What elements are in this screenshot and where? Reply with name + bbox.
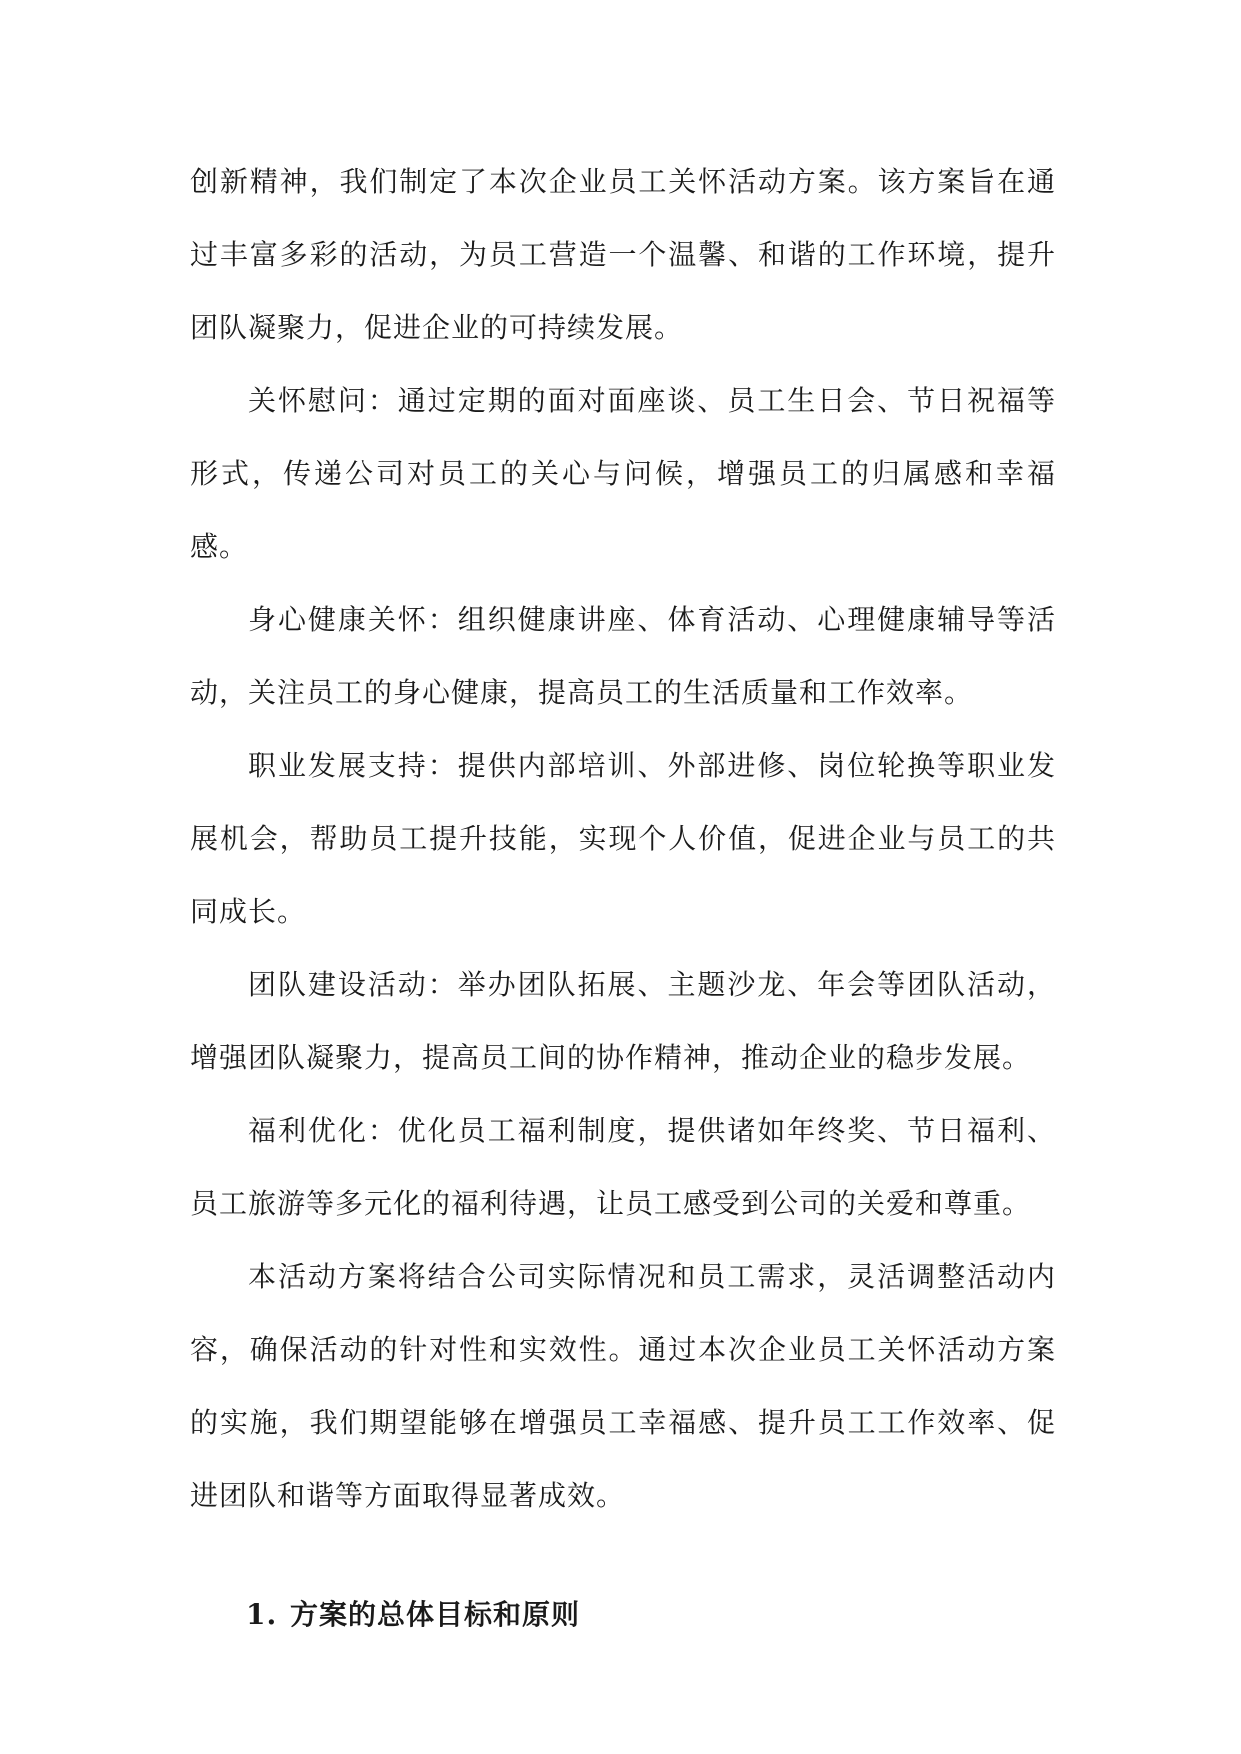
document-body	[190, 145, 1056, 1651]
intro-paragraph: 创新精神，我们制定了本次企业员工关怀活动方案。该方案旨在通过丰富多彩的活动，为员工营造一个温馨、和谐的工作环境，提升团队凝聚力，促进企业的可持续发展。	[190, 165, 1056, 344]
welfare-paragraph: 福利优化：优化员工福利制度，提供诸如年终奖、节日福利、员工旅游等多元化的福利待遇，让员工感受到公司的关爱和尊重。	[190, 1114, 1056, 1220]
care-visit-paragraph: 关怀慰问：通过定期的面对面座谈、员工生日会、节日祝福等形式，传递公司对员工的关心与问候，增强员工的归属感和幸福感。	[190, 384, 1056, 563]
section-heading	[190, 1578, 1056, 1651]
health-care-paragraph: 身心健康关怀：组织健康讲座、体育活动、心理健康辅导等活动，关注员工的身心健康，提高员工的生活质量和工作效率。	[190, 603, 1056, 709]
conclusion-paragraph: 本活动方案将结合公司实际情况和员工需求，灵活调整活动内容，确保活动的针对性和实效性。通过本次企业员工关怀活动方案的实施，我们期望能够在增强员工幸福感、提升员工工作效率、促进团队和谐等方面取得显著成效。	[190, 1260, 1056, 1512]
career-support-paragraph: 职业发展支持：提供内部培训、外部进修、岗位轮换等职业发展机会，帮助员工提升技能，实现个人价值，促进企业与员工的共同成长。	[190, 749, 1056, 928]
section-title: 方案的总体目标和原则	[290, 1598, 581, 1631]
team-building-paragraph: 团队建设活动：举办团队拓展、主题沙龙、年会等团队活动，增强团队凝聚力，提高员工间的协作精神，推动企业的稳步发展。	[190, 968, 1056, 1074]
section-number: 1.	[246, 1598, 278, 1631]
